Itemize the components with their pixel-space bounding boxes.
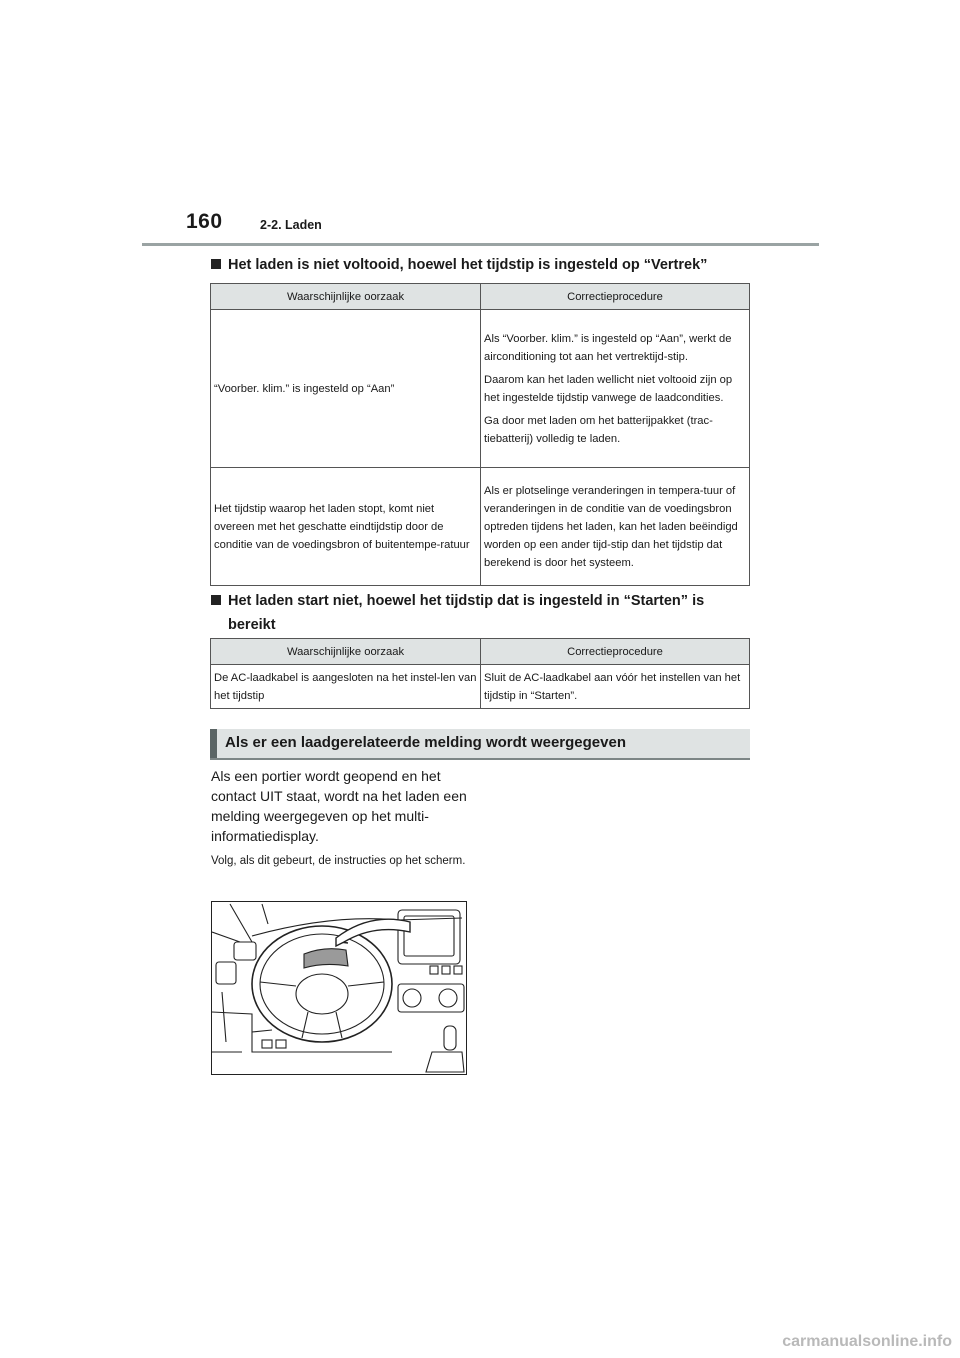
footer-watermark: carmanualsonline.info [782, 1333, 952, 1350]
section-reference: 2-2. Laden [260, 218, 322, 232]
table-row [211, 310, 750, 468]
table-charging-not-complete [210, 283, 750, 586]
cause-cell: De AC-laadkabel is aangesloten na het instel-len van het tijdstip [211, 665, 481, 709]
square-bullet-icon [211, 259, 221, 269]
heading-charging-not-complete [211, 253, 751, 277]
procedure-paragraph: Als “Voorber. klim.” is ingesteld op “Aan”, werkt de airconditioning tot aan het vertrektijd-stip. [484, 332, 732, 363]
heading-text: Het laden start niet, hoewel het tijdstip dat is ingesteld in “Starten” is bereikt [228, 593, 705, 633]
procedure-paragraph: Als er plotselinge veranderingen in tempera-tuur of veranderingen in de conditie van de voedingsbron optreden tijdens het laden, kan het laden beëindigd worden op een ander tijd-stip dan het tijdstip dat berekend is door het systeem. [484, 484, 738, 569]
procedure-cell [481, 310, 750, 468]
heading-charging-not-starting [211, 589, 751, 637]
table-header-row [211, 284, 750, 310]
square-bullet-icon [211, 595, 221, 605]
column-header-cause: Waarschijnlijke oorzaak [211, 284, 481, 310]
procedure-paragraph: Sluit de AC-laadkabel aan vóór het instellen van het tijdstip in “Starten”. [484, 671, 741, 702]
procedure-cell [481, 665, 750, 709]
table-row [211, 665, 750, 709]
column-header-cause: Waarschijnlijke oorzaak [211, 639, 481, 665]
column-header-procedure: Correctieprocedure [481, 284, 750, 310]
page-number: 160 [186, 210, 223, 233]
procedure-paragraph: Ga door met laden om het batterijpakket (trac-tiebatterij) volledig te laden. [484, 414, 713, 445]
procedure-paragraph: Daarom kan het laden wellicht niet voltooid zijn op het ingestelde tijdstip vanwege de laadcondities. [484, 373, 733, 404]
column-header-procedure: Correctieprocedure [481, 639, 750, 665]
section-title-box [210, 729, 750, 760]
table-charging-not-starting [210, 638, 750, 709]
section-title: Als er een laadgerelateerde melding wordt weergegeven [225, 734, 626, 751]
table-header-row [211, 639, 750, 665]
body-paragraph: Als een portier wordt geopend en het contact UIT staat, wordt na het laden een melding weergegeven op het multi-informatiedisplay. [211, 768, 467, 844]
procedure-cell [481, 468, 750, 586]
dashboard-illustration [211, 901, 467, 1075]
cause-cell: Het tijdstip waarop het laden stopt, komt niet overeen met het geschatte eindtijdstip door de conditie van de voedingsbron of buitentempe-ratuur [211, 468, 481, 586]
section-accent-bar [210, 729, 217, 758]
header-divider [142, 243, 819, 246]
heading-text: Het laden is niet voltooid, hoewel het tijdstip is ingesteld op “Vertrek” [228, 257, 708, 273]
table-row [211, 468, 750, 586]
note-paragraph: Volg, als dit gebeurt, de instructies op het scherm. [211, 855, 466, 867]
dashboard-steering-wheel-illustration-icon [212, 902, 466, 1074]
cause-cell: “Voorber. klim.” is ingesteld op “Aan” [211, 310, 481, 468]
